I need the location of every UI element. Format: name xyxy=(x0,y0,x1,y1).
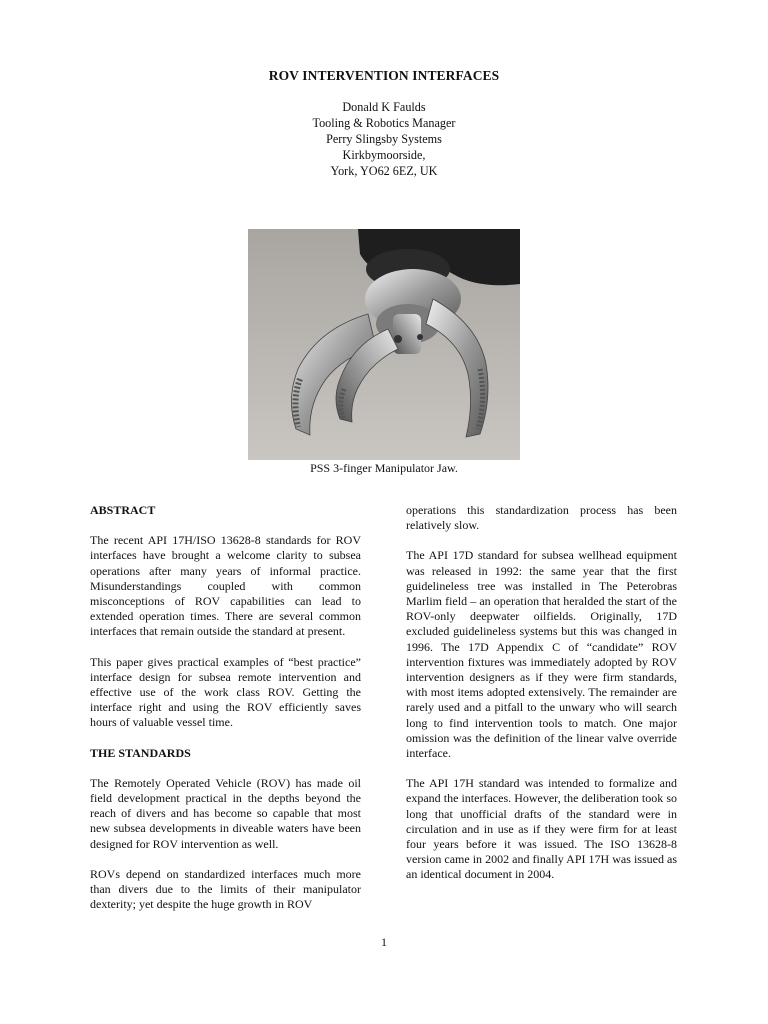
figure-caption: PSS 3-finger Manipulator Jaw. xyxy=(310,461,458,475)
abstract-paragraph-2: This paper gives practical examples of “best practice” interface design for subsea remote intervention and effective use of the work class ROV. Getting the interface right and using the ROV efficiently saves hours of valuable vessel time. xyxy=(90,654,361,730)
paper-title: ROV INTERVENTION INTERFACES xyxy=(268,68,500,83)
page-number: 1 xyxy=(381,935,387,949)
author-city: York, YO62 6EZ, UK xyxy=(330,164,438,178)
abstract-heading: ABSTRACT xyxy=(90,503,156,517)
standards-heading: THE STANDARDS xyxy=(90,745,191,760)
right-column xyxy=(406,503,677,898)
abstract-paragraph-1: The recent API 17H/ISO 13628-8 standards for ROV interfaces have brought a welcome clarity to subsea operations after many years of informal practice. Misunderstandings coupled with common misconceptions of ROV capabilities can lead to extended operation times. There are several common interfaces that remain outside the standard at present. xyxy=(90,533,361,639)
author-company: Perry Slingsby Systems xyxy=(326,132,442,146)
manipulator-jaw-photo xyxy=(248,229,520,460)
right-paragraph-2: The API 17D standard for subsea wellhead equipment was released in 1992: the same year that the first guidelineless tree was installed in The Peterobras Marlim field – an operation that heralded the start of the ROV-only deepwater oilfields. Originally, 17D excluded guidelineless systems but this was changed in 1996. The 17D Appendix C of “candidate” ROV intervention fixtures was immediately adopted by ROV intervention designers as if they were firm standards, with most items adopted extensively. The remainder are rarely used and a pitfall to the unwary who will search long to find intervention tools to match. One major omission was the definition of the linear valve override interface. xyxy=(406,548,677,761)
right-paragraph-3: The API 17H standard was intended to formalize and expand the interfaces. However, the deliberation took so long that unofficial drafts of the standard were in circulation and in use as if they were firm for at least four years before it was issued. The ISO 13628-8 version came in 2002 and finally API 17H was issued as an identical document in 2004. xyxy=(406,776,677,882)
left-column xyxy=(90,503,361,927)
manipulator-jaw-illustration xyxy=(248,229,520,460)
standards-paragraph-1: The Remotely Operated Vehicle (ROV) has made oil field development practical in the depths beyond the reach of divers and has become so capable that most new subsea developments in diveable waters have been designed for ROV intervention as well. xyxy=(90,775,361,851)
author-role: Tooling & Robotics Manager xyxy=(312,116,456,130)
right-paragraph-1: operations this standardization process has been relatively slow. xyxy=(406,503,677,533)
standards-paragraph-2: ROVs depend on standardized interfaces much more than divers due to the limits of their manipulator dexterity; yet despite the huge growth in ROV xyxy=(90,866,361,912)
author-name: Donald K Faulds xyxy=(342,100,426,114)
author-town: Kirkbymoorside, xyxy=(342,148,426,162)
author-block xyxy=(0,99,768,179)
